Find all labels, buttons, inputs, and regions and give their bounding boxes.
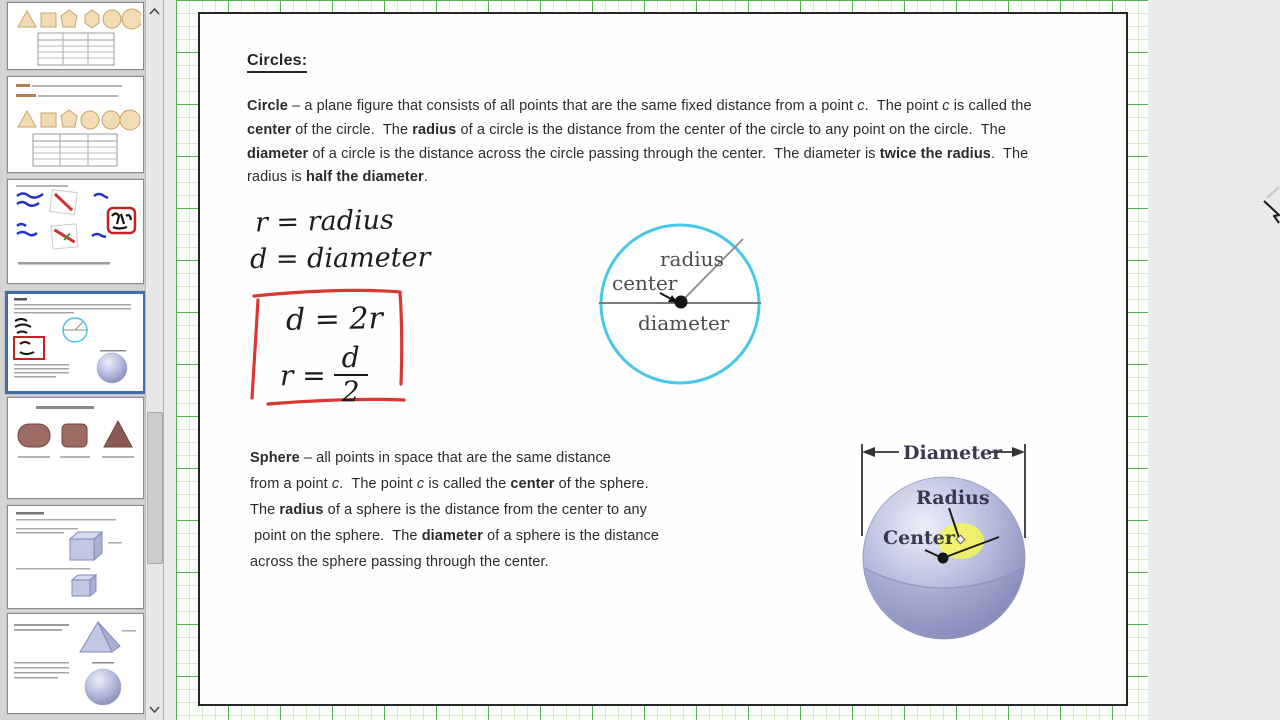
handwriting-r-equals-d-over-2 bbox=[280, 341, 368, 408]
thumbnail-page-1[interactable] bbox=[7, 2, 144, 70]
text-line: radius is half the diameter. bbox=[247, 169, 428, 186]
sphere-center-label: Center bbox=[883, 527, 955, 549]
thumbnail-page-2[interactable] bbox=[7, 76, 144, 173]
scroll-down-icon[interactable] bbox=[146, 700, 163, 718]
fraction-lhs: r = bbox=[280, 358, 326, 392]
circle-radius-label: radius bbox=[660, 247, 724, 271]
text-line: diameter of a circle is the distance across the circle passing through the center. The diameter is twice the radius. The bbox=[247, 145, 1029, 162]
circle-definition-paragraph bbox=[247, 95, 1032, 190]
thumbnail-6-preview bbox=[8, 506, 141, 606]
fraction-d-over-2 bbox=[334, 341, 368, 408]
text-line: Circle – a plane figure that consists of all points that are the same fixed distance from a point c. The point c is called the bbox=[247, 98, 1032, 114]
scroll-up-icon[interactable] bbox=[146, 2, 163, 20]
thumbnail-page-7[interactable] bbox=[7, 613, 144, 714]
thumbnail-page-3[interactable] bbox=[7, 179, 144, 284]
handwriting-r-equals-radius: r = radius bbox=[254, 204, 395, 239]
sphere-definition-paragraph bbox=[250, 445, 659, 575]
handwriting-d-equals-2r: d = 2r bbox=[285, 301, 384, 338]
page-sorter-sidebar bbox=[0, 0, 164, 720]
circle-center-dot bbox=[675, 296, 688, 309]
text-line: point on the sphere. The diameter of a sphere is the distance bbox=[250, 528, 660, 544]
text-line: The radius of a sphere is the distance from the center to any bbox=[250, 502, 648, 518]
text-line: from a point c. The point c is called the center of the sphere. bbox=[250, 476, 649, 492]
circle-diameter-label: diameter bbox=[638, 311, 730, 335]
thumbnail-page-5[interactable] bbox=[7, 397, 144, 499]
thumbnail-page-4-current[interactable] bbox=[5, 291, 146, 394]
text-line: across the sphere passing through the center. bbox=[250, 554, 549, 570]
handwriting-d-equals-diameter: d = diameter bbox=[249, 242, 431, 275]
thumbnail-1-preview bbox=[8, 3, 141, 67]
arrowhead-right bbox=[1012, 447, 1025, 457]
text-line: center of the circle. The radius of a circle is the distance from the center of the circle to any point on the circle. The bbox=[247, 121, 1006, 138]
arrowhead-left bbox=[862, 447, 875, 457]
thumbnail-3-preview bbox=[8, 180, 141, 281]
sphere-radius-label: Radius bbox=[916, 487, 990, 509]
edge-cursor-icon bbox=[1260, 183, 1280, 227]
thumbnail-2-preview bbox=[8, 77, 141, 170]
sphere-diagram bbox=[853, 436, 1037, 654]
circle-center-label: center bbox=[612, 271, 678, 295]
thumbnail-4-preview bbox=[8, 294, 137, 385]
scrollbar-thumb[interactable] bbox=[147, 412, 163, 564]
notebook-page bbox=[198, 12, 1128, 706]
text-line: Sphere – all points in space that are the same distance bbox=[250, 450, 611, 466]
fraction-denominator: 2 bbox=[334, 374, 368, 406]
thumbnail-page-6[interactable] bbox=[7, 505, 144, 609]
sidebar-scrollbar[interactable] bbox=[145, 0, 163, 720]
circle-diagram bbox=[592, 218, 776, 398]
thumbnail-7-preview bbox=[8, 614, 141, 711]
thumbnail-5-preview bbox=[8, 398, 141, 496]
page-title: Circles: bbox=[247, 52, 307, 73]
fraction-numerator: d bbox=[341, 341, 360, 374]
sphere-diameter-label: Diameter bbox=[903, 442, 1003, 464]
